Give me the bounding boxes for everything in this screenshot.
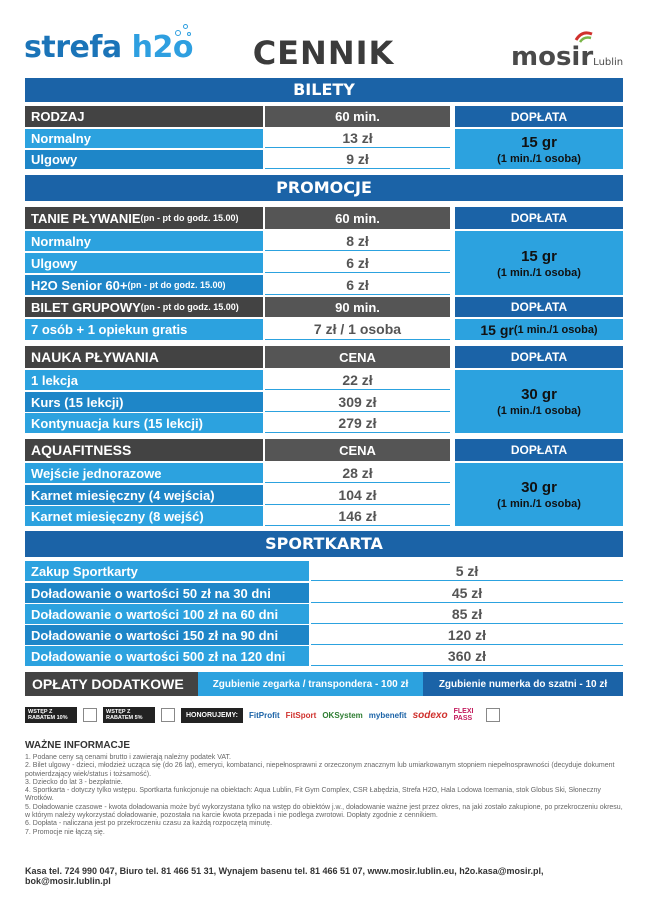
extra-note: (1 min./1 osoba)	[497, 405, 581, 417]
partner-oksystem: OKSystem	[322, 710, 363, 720]
partner-flexipass: FLEXI PASS	[453, 708, 474, 722]
sportkarta-row-value: 120 zł	[311, 625, 623, 645]
aquafitness-row-value: 146 zł	[265, 506, 450, 526]
page-title: CENNIK	[252, 34, 395, 72]
promocje-row-label: H2O Senior 60+ (pn - pt do godz. 15.00)	[25, 275, 263, 295]
partner-logo-icon	[486, 708, 500, 722]
aquafitness-row-label: Karnet miesięczny (8 wejść)	[25, 506, 263, 526]
bilety-row-value: 9 zł	[265, 150, 450, 169]
group-head-label: BILET GRUPOWY (pn - pt do godz. 15.00)	[25, 297, 263, 317]
nauka-row-value: 22 zł	[265, 370, 450, 390]
sportkarta-row-label: Doładowanie o wartości 150 zł na 90 dni	[25, 625, 309, 645]
extra-price: 30 gr	[521, 386, 557, 403]
group-row-label: 7 osób + 1 opiekun gratis	[25, 319, 263, 340]
aquafitness-row-label: Karnet miesięczny (4 wejścia)	[25, 485, 263, 505]
promocje-row-value: 6 zł	[265, 253, 450, 273]
promocje-head-value: 60 min.	[265, 207, 450, 229]
aquafitness-row-value: 28 zł	[265, 463, 450, 483]
info-title: WAŻNE INFORMACJE	[25, 740, 130, 751]
aquafitness-head-label: AQUAFITNESS	[25, 439, 263, 461]
info-note: 6. Dopłata - naliczana jest po przekroczeniu czasu za każdą rozpoczętą minutę.	[25, 820, 273, 828]
nauka-row-label: Kontynuacja kurs (15 lekcji)	[25, 413, 263, 433]
discount-badge-5: WSTĘP Z RABATEM 5%	[103, 707, 155, 723]
contact-line: Kasa tel. 724 990 047, Biuro tel. 81 466 51 31, Wynajem basenu tel. 81 466 51 07, www.mosir.lublin.eu, h2o.kasa@mosir.pl, bok@mosir.lublin.pl	[25, 866, 544, 886]
bilety-row-value: 13 zł	[265, 129, 450, 148]
aquafitness-extra-head: DOPŁATA	[455, 439, 623, 461]
sportkarta-row-label: Doładowanie o wartości 100 zł na 60 dni	[25, 604, 309, 624]
group-extra-head: DOPŁATA	[455, 297, 623, 317]
honor-label: HONORUJEMY:	[181, 708, 243, 723]
extra-note: (1 min./1 osoba)	[497, 152, 581, 165]
extra-note: (1 min./1 osoba)	[497, 266, 581, 279]
promocje-row-label: Normalny	[25, 231, 263, 251]
fee-number: Zgubienie numerka do szatni - 10 zł	[423, 672, 623, 696]
section-bilety: BILETY	[25, 78, 623, 102]
info-note: 2. Bilet ulgowy - dzieci, młodzież ucząca się (do 26 lat), emeryci, kombatanci, niepełnosprawni z orzeczonym znacznym lub umiarkowanym stopniem niepełnosprawności (decyduje dokument potwierdzający wiek/status i tożsamość).	[25, 762, 615, 778]
promocje-extra-box	[455, 231, 623, 295]
aquafitness-extra-box	[455, 463, 623, 526]
info-notes	[25, 754, 623, 837]
promocje-extra-head: DOPŁATA	[455, 207, 623, 229]
fees-head: OPŁATY DODATKOWE	[25, 672, 198, 696]
extra-note: (1 min./1 osoba)	[497, 498, 581, 510]
sportkarta-row-label: Doładowanie o wartości 50 zł na 30 dni	[25, 583, 309, 603]
nauka-row-label: Kurs (15 lekcji)	[25, 392, 263, 412]
nauka-extra-head: DOPŁATA	[455, 346, 623, 368]
fee-watch: Zgubienie zegarka / transpondera - 100 zł	[198, 672, 423, 696]
nauka-head-label: NAUKA PŁYWANIA	[25, 346, 263, 368]
extra-price: 15 gr	[521, 133, 557, 151]
sportkarta-row-value: 5 zł	[311, 561, 623, 581]
nauka-row-value: 309 zł	[265, 392, 450, 412]
promocje-row-value: 6 zł	[265, 275, 450, 295]
partner-sodexo: sodexo	[412, 709, 448, 721]
sportkarta-row-value: 360 zł	[311, 646, 623, 666]
bilety-head-value: 60 min.	[265, 106, 450, 127]
aquafitness-head-value: CENA	[265, 439, 450, 461]
promocje-row-value: 8 zł	[265, 231, 450, 251]
partner-logo-icon	[161, 708, 175, 722]
aquafitness-row-label: Wejście jednorazowe	[25, 463, 263, 483]
nauka-extra-box	[455, 370, 623, 433]
sportkarta-row-label: Zakup Sportkarty	[25, 561, 309, 581]
extra-price: 30 gr	[521, 479, 557, 496]
bilety-extra-head: DOPŁATA	[455, 106, 623, 127]
info-note: 3. Dziecko do lat 3 - bezpłatnie.	[25, 778, 123, 786]
strefa-h2o-logo: strefa h2o	[24, 30, 193, 65]
sportkarta-row-value: 85 zł	[311, 604, 623, 624]
page-header	[0, 0, 647, 78]
partner-fitsport: FitSport	[285, 710, 317, 720]
sportkarta-row-label: Doładowanie o wartości 500 zł na 120 dni	[25, 646, 309, 666]
nauka-row-value: 279 zł	[265, 413, 450, 433]
bilety-head-label: RODZAJ	[25, 106, 263, 127]
promocje-row-label: Ulgowy	[25, 253, 263, 273]
info-note: 7. Promocje nie łączą się.	[25, 828, 105, 836]
additional-fees-bar	[25, 672, 623, 696]
partners-row	[25, 704, 623, 726]
sportkarta-row-value: 45 zł	[311, 583, 623, 603]
group-extra-box: 15 gr (1 min./1 osoba)	[455, 319, 623, 340]
section-sportkarta: SPORTKARTA	[25, 531, 623, 557]
bilety-row-label: Normalny	[25, 129, 263, 148]
section-promocje: PROMOCJE	[25, 175, 623, 201]
promocje-head-label: TANIE PŁYWANIE (pn - pt do godz. 15.00)	[25, 207, 263, 229]
group-row-value: 7 zł / 1 osoba	[265, 319, 450, 340]
aquafitness-row-value: 104 zł	[265, 485, 450, 505]
discount-badge-10: WSTĘP Z RABATEM 10%	[25, 707, 77, 723]
bilety-row-label: Ulgowy	[25, 150, 263, 169]
info-note: 5. Doładowanie czasowe - kwota doładowania może być wykorzystana tylko na wstęp do obiektów j.w., doładowanie ważne jest przez okres, na jaki zostało zakupione, po przekroczeniu okresu, w którym należy wykorzystać doładowanie, pozostała na karcie kwota przepada i nie podlega zwrotowi. Dopłaty zgodnie z cennikiem.	[25, 803, 623, 820]
info-note: 4. Sportkarta - dotyczy tylko wstępu. Sportkarta funkcjonuje na obiektach: Aqua Lublin, Fit Gym Complex, CSR Łabędzia, Strefa H2O, Hala Lodowa Icemania, stok Globus Ski, Słoneczny Wrotków.	[25, 787, 601, 803]
info-note: 1. Podane ceny są cenami brutto i zawierają należny podatek VAT.	[25, 754, 231, 761]
partner-mybenefit: mybenefit	[368, 710, 407, 720]
bilety-extra-box	[455, 129, 623, 169]
group-head-value: 90 min.	[265, 297, 450, 317]
extra-price: 15 gr	[521, 247, 557, 265]
partner-logo-icon	[83, 708, 97, 722]
nauka-row-label: 1 lekcja	[25, 370, 263, 390]
nauka-head-value: CENA	[265, 346, 450, 368]
mosir-logo: mosirLublin	[511, 42, 624, 72]
partner-fitprofit: FitProfit	[248, 710, 280, 720]
